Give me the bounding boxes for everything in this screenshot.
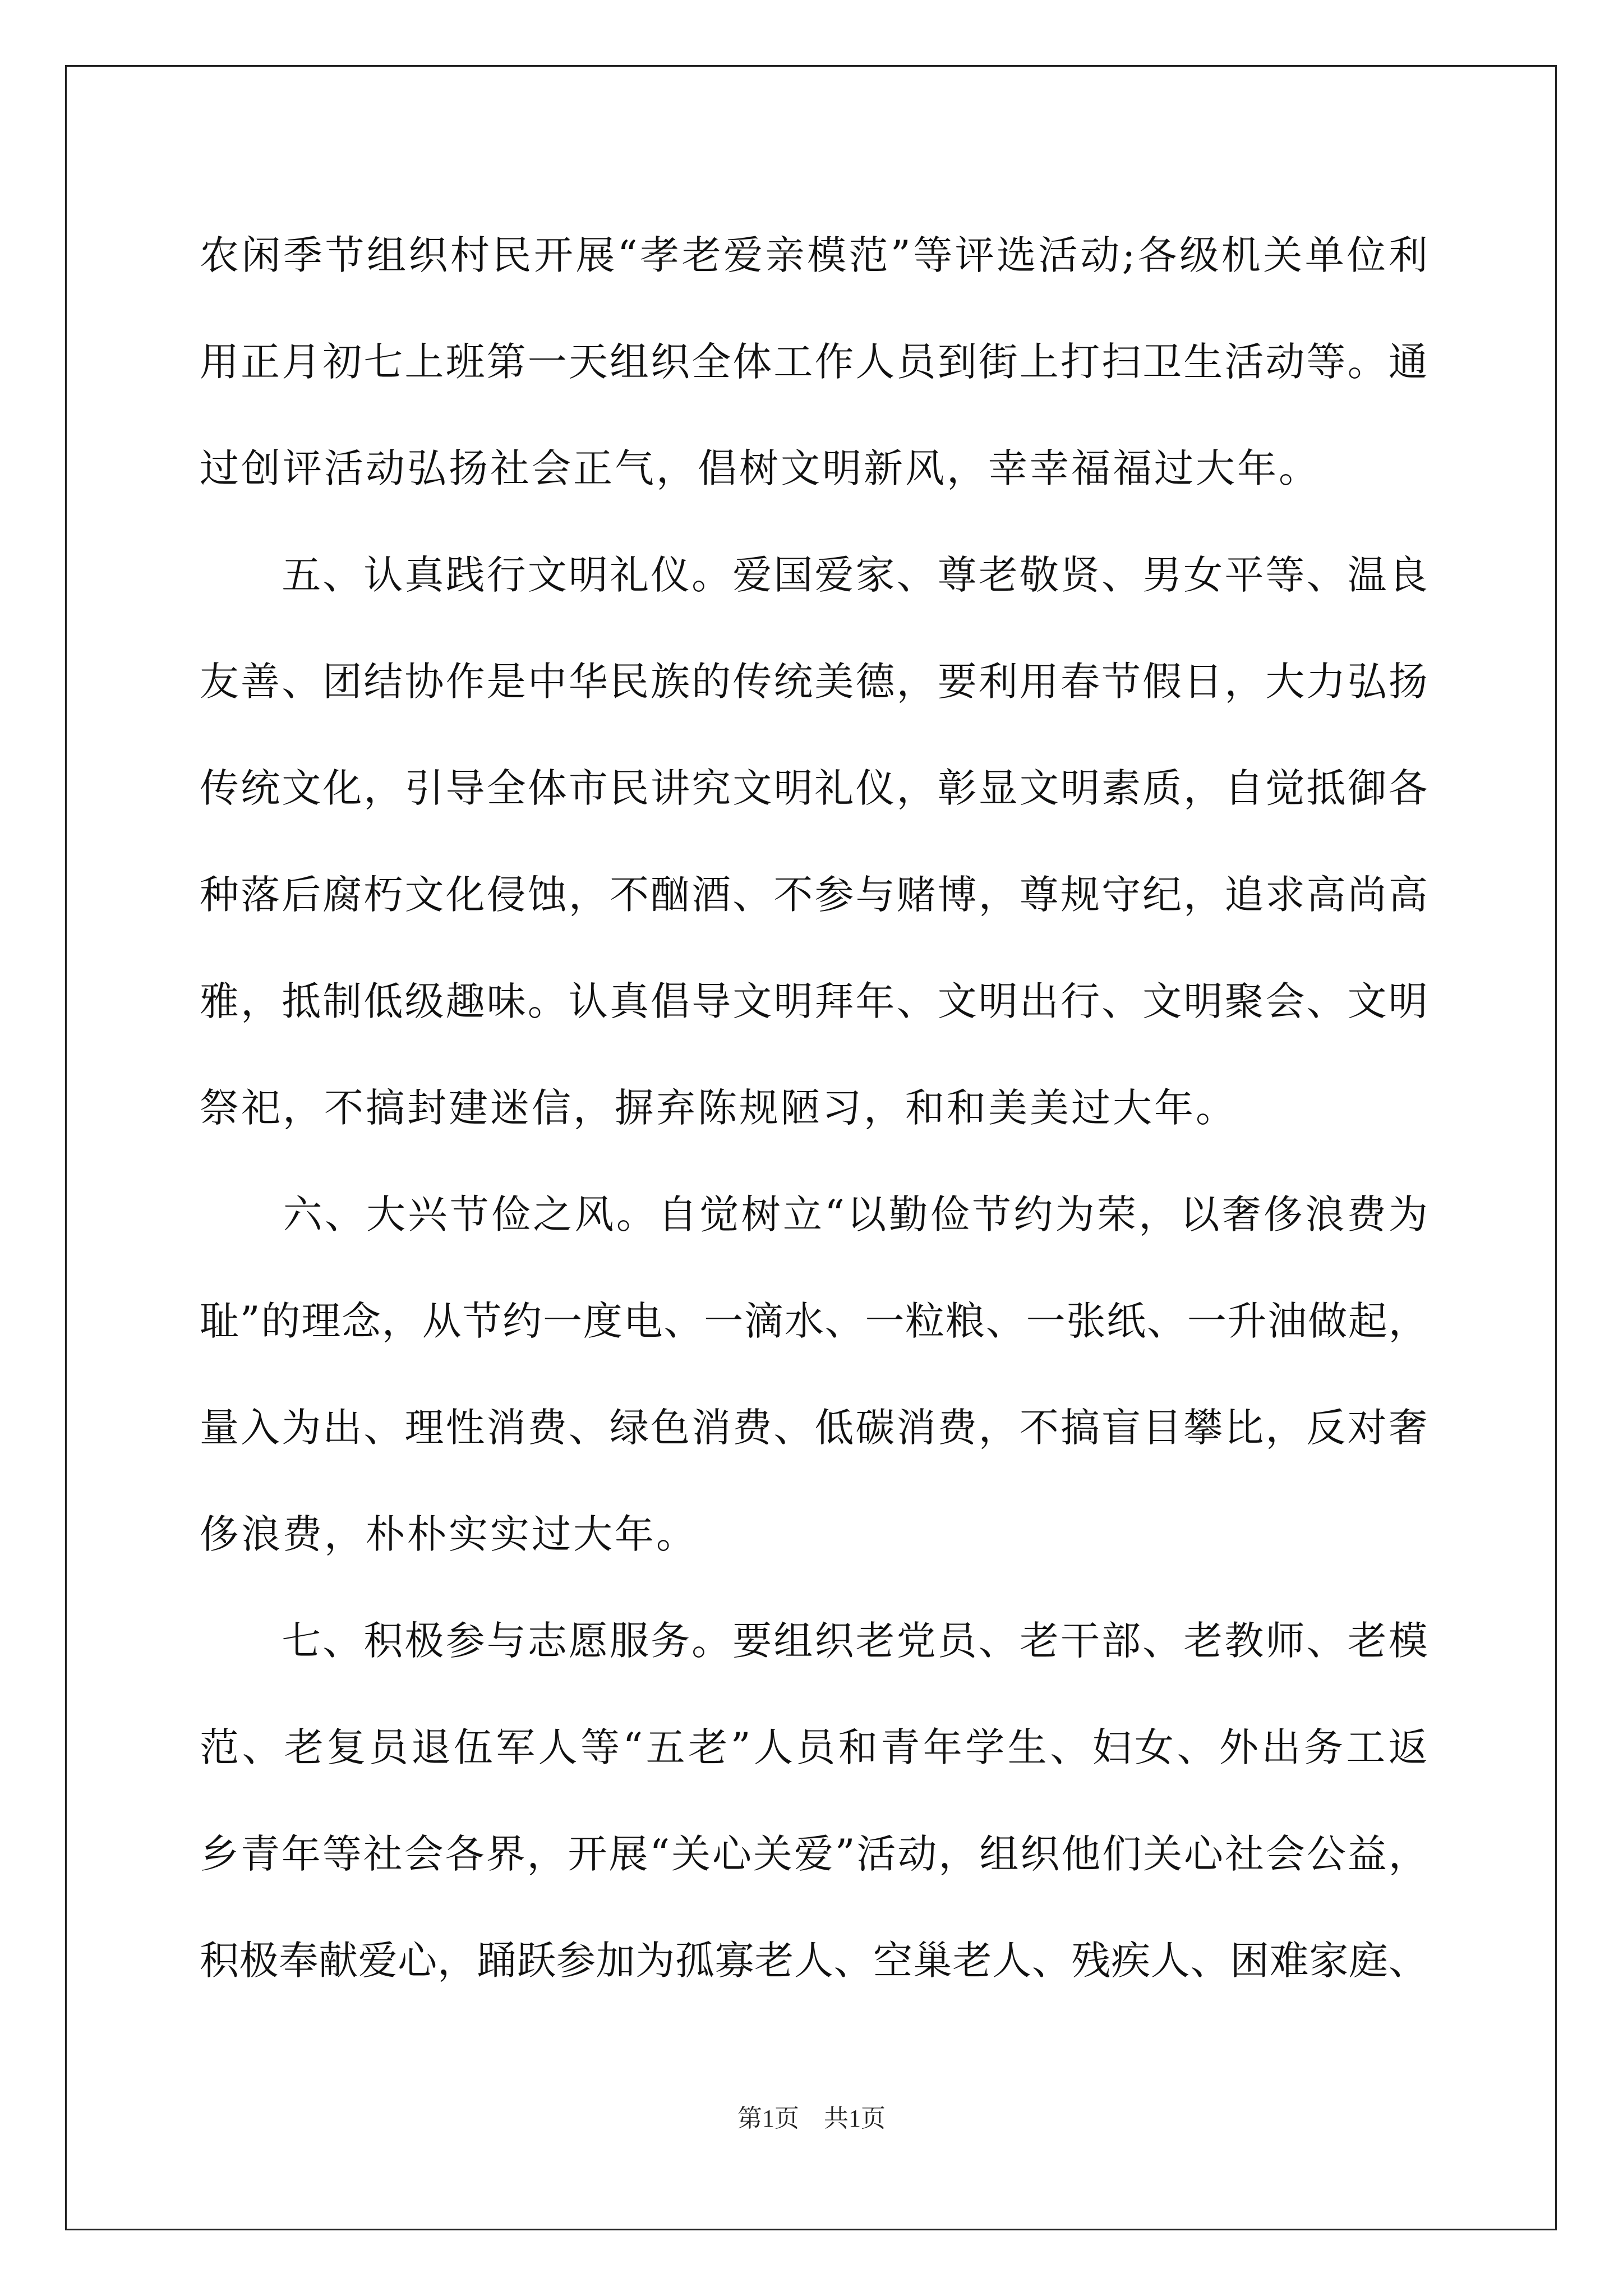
text-line: 五 、 认 真 践 行 文 明 礼 仪 。 爱 国 爱 家 、 尊 老 敬 贤 、 男 女 平 等 、 温 良 — [282, 552, 1428, 598]
text-line: 过创评活动弘扬社会正气，倡树文明新风，幸幸福福过大年。 — [200, 445, 1320, 491]
text-line: 乡 青 年 等 社 会 各 界 ， 开 展 “ 关 心 关 爱 ” 活 动 ， 组 织 他 们 关 心 社 会 公 益 ， — [200, 1831, 1428, 1877]
text-line: 祭祀，不搞封建迷信，摒弃陈规陋习，和和美美过大年。 — [200, 1085, 1237, 1131]
text-line: 量 入 为 出 、 理 性 消 费 、 绿 色 消 费 、 低 碳 消 费 ， 不 搞 盲 目 攀 比 ， 反 对 奢 — [200, 1405, 1428, 1451]
text-line: 雅 ， 抵 制 低 级 趣 味 。 认 真 倡 导 文 明 拜 年 、 文 明 出 行 、 文 明 聚 会 、 文 明 — [200, 978, 1428, 1024]
text-line: 种 落 后 腐 朽 文 化 侵 蚀 ， 不 酗 酒 、 不 参 与 赌 博 ， 尊 规 守 纪 ， 追 求 高 尚 高 — [200, 872, 1428, 918]
text-line: 传 统 文 化 ， 引 导 全 体 市 民 讲 究 文 明 礼 仪 ， 彰 显 文 明 素 质 ， 自 觉 抵 御 各 — [200, 765, 1428, 811]
text-line: 农 闲 季 节 组 织 村 民 开 展 “ 孝 老 爱 亲 模 范 ” 等 评 选 活 动 ; 各 级 机 关 单 位 利 — [200, 232, 1428, 278]
document-body — [200, 202, 1428, 2014]
page-number: 第1页 共1页 — [737, 2105, 886, 2132]
text-line: 侈浪费，朴朴实实过大年。 — [200, 1511, 698, 1557]
text-line: 友 善 、 团 结 协 作 是 中 华 民 族 的 传 统 美 德 ， 要 利 用 春 节 假 日 ， 大 力 弘 扬 — [200, 659, 1428, 705]
text-line: 范 、 老 复 员 退 伍 军 人 等 “ 五 老 ” 人 员 和 青 年 学 生 、 妇 女 、 外 出 务 工 返 — [200, 1724, 1428, 1770]
text-line: 七 、 积 极 参 与 志 愿 服 务 。 要 组 织 老 党 员 、 老 干 部 、 老 教 师 、 老 模 — [282, 1618, 1428, 1664]
text-line: 耻 ” 的 理 念 ， 从 节 约 一 度 电 、 一 滴 水 、 一 粒 粮 、 一 张 纸 、 一 升 油 做 起 ， — [200, 1298, 1428, 1344]
text-line: 积 极 奉 献 爱 心 ， 踊 跃 参 加 为 孤 寡 老 人 、 空 巢 老 人 、 残 疾 人 、 困 难 家 庭 、 — [200, 1938, 1428, 1984]
text-line: 六 、 大 兴 节 俭 之 风 。 自 觉 树 立 “ 以 勤 俭 节 约 为 荣 ， 以 奢 侈 浪 费 为 — [283, 1191, 1428, 1237]
text-line: 用 正 月 初 七 上 班 第 一 天 组 织 全 体 工 作 人 员 到 街 上 打 扫 卫 生 活 动 等 。 通 — [200, 339, 1428, 385]
